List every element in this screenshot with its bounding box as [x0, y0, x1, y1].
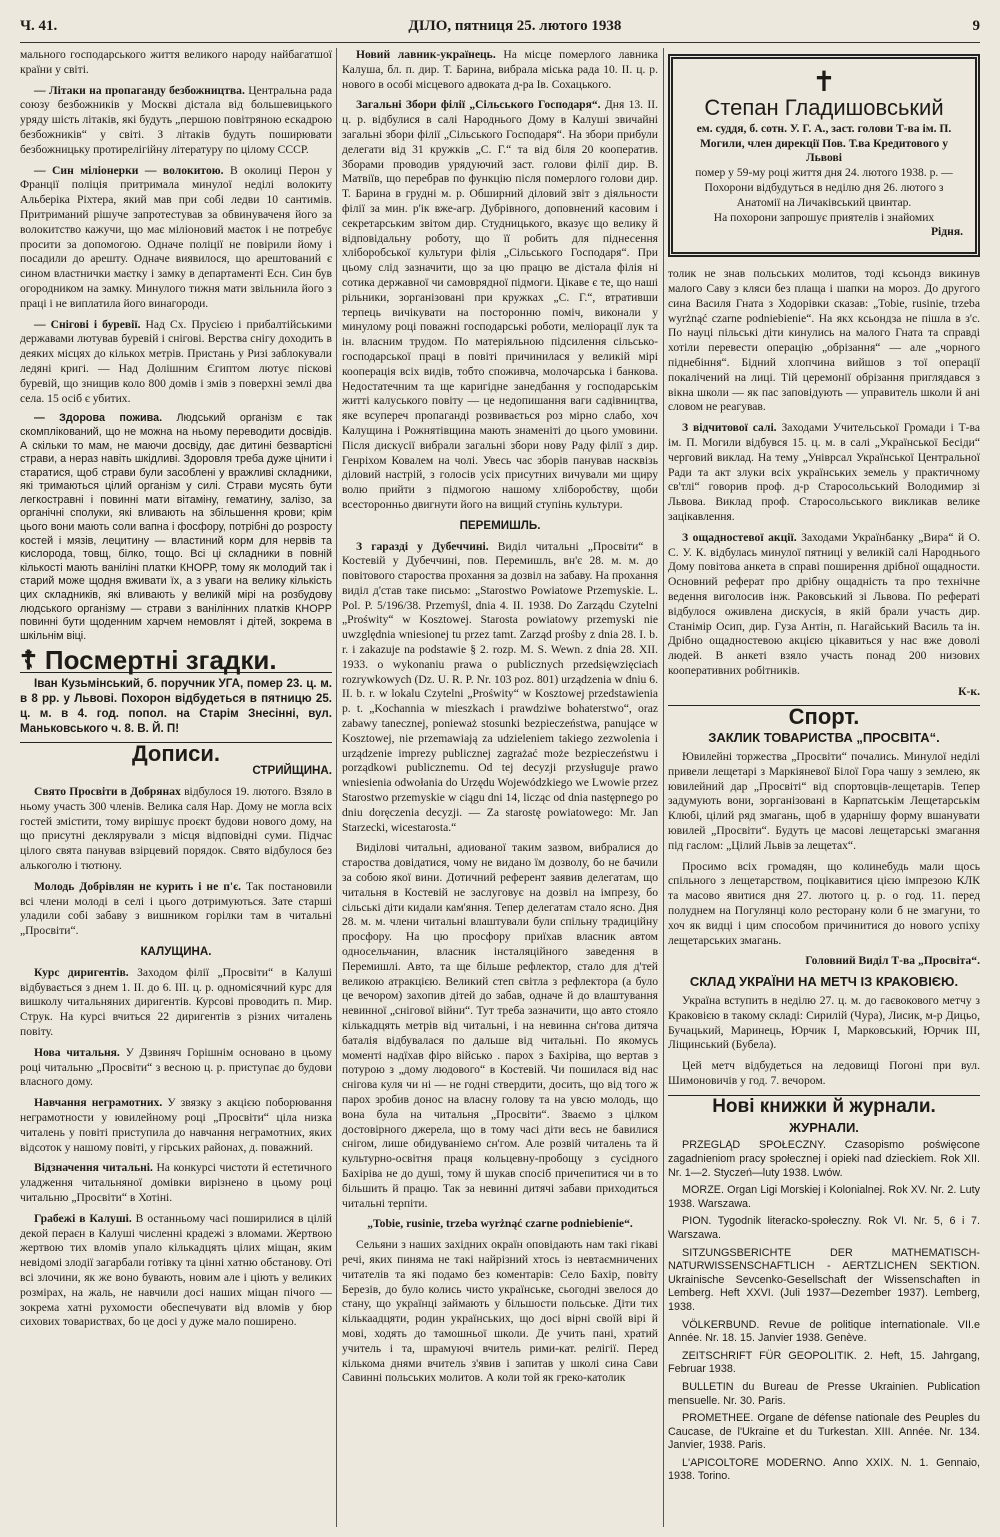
obituary-signature: Рідня. [930, 225, 963, 239]
article-text: Людський організм є так скомплікований, що не можна на ньому переводити досвідів. А скільки то мам, не маючи досвіду, дає дитині безвартісні страви, а нераз навіть шкідливі. Здоровля треба дуже цінити і старатися, щоб страви були засоблені у вражливі складники, які тримаються цілий організм у силі. Страви мусять бути легкостравні і повинні мати вітаміну, гематину, залізо, за органічні сполуки, які вливають на збільшення крови; крім цього вони мають соли вапна і фосфору, потрібні до розросту костей і мязів, лецитину — властиний корм для нервів та кислорода, товщ, білко, тощо. Всі ці складники в повній кількості мають ваніліні платки КНОРР, тому як молодий так і старий може щодня вживати їх, а з уваги на велику кількість цих складників, які вливають у великій мірі на розбудову людського організму — страви з ванілінних платків КНОРР повинні бути щоденним харчем немовлят і дітей, зокрема в шкільнім віці. [20, 412, 332, 642]
obituary-invite: На похорони запрошує приятелів і знайомих [713, 210, 935, 224]
column-3 [668, 48, 980, 1527]
section-title-sport: Спорт. [668, 705, 980, 725]
list-item: ZEITSCHRIFT FÜR GEOPOLITIK. 2. Heft, 15. Jahrgang, Februar 1938. [668, 1349, 980, 1376]
article-course [20, 966, 332, 1040]
article-food [20, 412, 332, 643]
article-heading: З ощадностевої акції. [682, 530, 797, 544]
region-heading: ПЕРЕМИШЛЬ. [459, 518, 541, 532]
article-heading: Новий лавник-українець. [356, 48, 496, 61]
article-text: У звязку з акцією поборювання неграмотности у ювилейному році „Просвіти“ ціла низка читалень у повіті приступила до навчання неграмотних, яких відсоток у нашому повіті, у гірських районах, д. поважний. [20, 1096, 332, 1154]
article-heading: — Здорова пожива. [34, 412, 163, 425]
column-rule [663, 48, 664, 1527]
article-heading: Нова читальня. [34, 1045, 120, 1059]
article-text: Дня 13. II. ц. р. відбулися в салі Народнього Дому в Калуші звичайні загальні збори філії „Сільського Господаря“. На збори прибули делегати від 31 кружків „С. Г.“ та від біля 20 кооператив. Зборами проводив урядуючий заст. голови філії дир. В. Матвіїв, що перебрав по функцію після померлого голови дир. Т. Барина в грудні м. р. Обширний діловий звіт з діяльности філії за мин. р'ік вже-агр. Дубрівного, доповнений касовим і секретарським звітом дир. Студницького, вказує що велику й відповідальну роботу, що її робить для піднесення хліборобської культури філія „Сільського Господаря“. При цьому слід зазначити, що за цю працю ве дістала філія ні сотика державної чи самоврядної підмоги. Цікаве є те, що наші рільники, зорганізовані при кружках „С. Г.“, втративши терпець вичікувати на посторонню поміч, виконали у минулому році поважні господарські роботи, меліорації лук та ін. власним трудом. По матеріяльною підсилення сільсько-господарської праці в повіті причинилася у великій мірі кооперація всіх видів, тобто споживча, молочарська і банкова. Недостатечним та ще каригідне занедбання у господарськім житті калуського повіту — це недопишання ваги садівництва, яке всупереч пропаганді розвивається роз мірно слабо, хоч Калущина і Рожнятівщина мають знаменіті до цього умовини. Після дискусії вибрали загальні збори нову Раду філії з дир. Генріхом Ковалем на чолі. Увесь час зборів панував насквізь діловий настрій, з голосів усіх присутних вичували ми щиру волю прийти з підмогою нашому хліборобству, щоби всесторонньо двигнути його на вищий ступінь культури. [342, 98, 658, 511]
obituary-titles: ем. суддя, б. сотн. У. Г. А., заст. голови Т-ва ім. П. Могили, член дирекції Пов. Т.ва Кредитового у Львові [696, 121, 952, 165]
article-heading: Відзначення читальні. [34, 1161, 153, 1175]
list-item: PRZEGLĄD SPOŁECZNY. Czasopismo poświęcone zagadnieniom pracy społecznej i opieki nad dzieckiem. Rok XII. Nr. 1—2. Styczeń—luty 1938. Lwów. [668, 1139, 980, 1179]
article-heading: Свято Просвіти в Добрянах [34, 785, 181, 798]
orthodox-cross-icon: ☦ [20, 645, 37, 676]
article-heading: З відчитової салі. [682, 421, 777, 435]
article-text: В околиці Перон у Франції поліція притримала минулої неділі волокиту Альберіка Ріхтера, який мав при собі ледви 10 сантимів. Притриманий рішуче запротестував за обвинуваченя його за волокитство кажучи, що має міліоновий маєток і не потребує просити за допомогою. Одначе поліції не повірили йому і посадили до арешту. Одначе виявилося, що арештований є сином властнички маєтку і замку в департаменті Есн. Син був огородником на замку. Минулого тижня мати звільнила його з праці і не виплатила його винагороди. [20, 163, 332, 310]
column-1 [20, 48, 332, 1527]
article-text: Заходом філії „Просвіти“ в Калуші відбувається з днем 1. II. до 6. III. ц. р. одномісячний курс для вишколу читальняних диригентів. Курсові проводить п. Мир. Струк. На курсі вчиться 22 диригентів з різних читалень повіту. [20, 965, 332, 1038]
paper-title-date: ДІЛО, пятниця 25. лютого 1938 [408, 17, 622, 34]
section-title: Посмертні згадки. [44, 645, 277, 676]
article-lawyer [342, 48, 658, 92]
article-text: У Дзвиняч Горішнім основано в цьому році читальню „Просвіти“ з весною ц. р. приступає до будови власного дому. [20, 1045, 332, 1089]
page-number: 9 [972, 17, 980, 34]
article-snow [20, 318, 332, 407]
article-heading: — Снігові і буревії. [34, 317, 141, 331]
article-heading: СКЛАД УКРАЇНИ НА МЕТЧ ІЗ КРАКОВІЄЮ. [689, 974, 959, 990]
article-heading [342, 1217, 658, 1232]
article-text: На конкурсі чистоти й естетичного уладження читальняної домівки вирізнено в цьому році читальню „Просвіти“ в Хотіні. [20, 1161, 332, 1204]
subsection-heading: ЖУРНАЛИ. [789, 1119, 859, 1135]
article-text: Цей метч відбудеться на ледовищі Погоні при вул. Шимоновичів у год. 7. вечором. [668, 1059, 980, 1088]
list-item: PION. Tygodnik literacko-społeczny. Rok VI. Nr. 5, 6 i 7. Warszawa. [668, 1215, 980, 1241]
obituary-died: помер у 59-му році життя дня 24. лютого 1938. р. — Похорони відбудуться в неділю дня 26. лютого з Анатомії на Личаківський цвинтар. [695, 166, 953, 209]
article-text: На місце померлого лавника Калуша, бл. п. дир. Т. Барина, вибрала міська рада 10. II. ц. р. нового в особі місцевого адвоката д-ра Ів. Сохацького. [342, 48, 658, 91]
region-heading: СТРИЙЩИНА. [252, 764, 332, 778]
article-text: Заходами Українбанку „Вира“ й О. С. У. К. відбулась минулої пятниці у великій салі Народнього Дому повітова анкета в справі поширення дрібної ощадности. Основний реферат про дрібну ощадність та про технічне ведення виголосив інж. Раковський зі Львова. По рефераті відбулося оживлена дискусія, в якій брали участь дир. Станімір Осип, дир. Гуза Антін, п. Нагайський Василь та ін. Дрібно ощадностевою акцією цікавиться у нас вже доволі людей. В анкеті взяло участь понад 200 низових кооперативних робітників. [668, 530, 980, 677]
obituary-name: Степан Гладишовський [704, 95, 944, 120]
obituary-text: Іван Кузьмінський, б. поручник УГА, помер 23. ц. м. в 8 рр. у Львові. Похорон відбудеться в пятницю 25. ц. м. в 4. год. попол. на Старім Знесінні, вул. Маньковського ч. 8. В. Й. П! [20, 677, 332, 735]
list-item: SITZUNGSBERICHTE DER MATHEMATISCH-NATURWISSENSCHAFTLICH - AERTZLICHEN SEKTION. Ukrainische Sevcenko-Gesellschaft der Wissenschaften in Lemberg. Heft XXVI. (Juli 1937—Dezember 1937). Lemberg, 1938. [668, 1246, 980, 1313]
article-lecture [668, 421, 980, 525]
article-planes [20, 84, 332, 158]
article-heading: — Літаки на пропаганду безбожництва. [34, 83, 245, 97]
article-text: мального господарського життя великого народу найбагатшої країни у світі. [20, 48, 332, 76]
list-item: BULLETIN du Bureau de Presse Ukrainien. Publication mensuelle. Nr. 30. Paris. [668, 1380, 980, 1407]
article-heading: ЗАКЛИК ТОВАРИСТВА „ПРОСВІТА“. [708, 730, 940, 746]
article-savings [668, 531, 980, 679]
article-rob [20, 1212, 332, 1330]
article-meeting [342, 98, 658, 512]
article-text: Україна вступить в неділю 27. ц. м. до гаєвокового метчу з Краковією в такому складі: Сирилій (Чура), Лисик, м-р Дицьо, Бучацький, Маринець, Юрчик І, Марковський, Юрчик ІІІ, Ліщинський (Бубела). [668, 994, 980, 1052]
article-heading: Грабежі в Калуші. [34, 1211, 132, 1225]
article-text: Просимо всіх громадян, що колинебудь мали щось спільного з лещетарством, поцікавитися цією імпрезою КЛК та масово явитися дня 27. лютого ц. р. о год. 11. перед полуднем на Погулянці коло ресторану коли б не змагуни, то хоч як видці і цим способом причинитися до нового успіху лещетарських змагань. [668, 859, 980, 947]
obituaries-header [20, 645, 332, 676]
article-heading-text: „Tobie, rusinie, trzeba wyrżnąć czarne podniebienie“. [367, 1217, 633, 1231]
article-dubetsko [342, 540, 658, 836]
masthead [20, 10, 980, 43]
article-text: Сельяни з наших західних окраїн оповідають нам такі гікаві речі, яких пиняма не такі найрізний хтось із невтаємничених читателів та які подамо без коментарів: Село Бахір, повіту Березів, до було колись чисто українське, сьогодні звелося до стану, що українці займають у більшости польське. Діти тих кількаадцяти, родин українських, що досі вірні своїй вірі й мові, ходять до тамошньої школи. Де учить пані, хратий учитель і та, шрамуючі вчитель рими-кат. релігії. Перед кількома днями вчитель з'явив і запитав у школі сина Сави Савинні польських молитов. А коли той як греко-католик [342, 1238, 658, 1385]
article-heading: Молодь Добрівлян не курить і не п'є. [34, 879, 241, 893]
cross-icon: ✝ [812, 67, 836, 98]
article-heading: — Син міліонерки — волокитою. [34, 163, 224, 177]
signature: К-к. [958, 684, 980, 698]
column-rule [336, 48, 337, 1527]
journals-list [668, 1139, 980, 1484]
article-heading: Навчання неграмотних. [34, 1096, 163, 1110]
list-item: VÖLKERBUND. Revue de politique internationale. VII.e Année. Nr. 18. 15. Janvier 1938. Genève. [668, 1318, 980, 1345]
article-fest [20, 785, 332, 874]
article-illit [20, 1096, 332, 1155]
article-text: Ювилейні торжества „Просвіти“ почались. Минулої неділі привели лещетарі з Маркіяневої Білої Гора чашу з землею, як ювилейний дар „Просвіті“ від спортовців-лещетарів. Тепер задумують вони, зорганізовані в Карпатськім Лещетарськім Клюбі, цілий ряд змагань, щоб в ударнішу форму вшанувати ювилей „Просвіти“. Будуть це масові лещетарські змагання під гаслом: „Цілий Львів за лещетах“. [668, 750, 980, 852]
article-text: Заходами Учительської Громади і Т-ва ім. П. Могили відбувся 15. ц. м. в салі „Української Бесіди“ черговий виклад. На тему „Уніврсал Української Центральної Ради та акт злуки всіх українських земель у практичному св'тлі“ говорив проф. д-р Старосольський Володимир зі Львова. Виклад проф. Старосольського викликав велике зацікавлення. [668, 421, 980, 523]
article-text: Над Сх. Прусією і прибалтійськими державами лютував буревій і снігові. Верства снігу доходить в деяких місцях до кількох метрів. Пристань у Ризі заблокували ледяні кригі. — Над Долішним Єгиптом лютує піскові буревій, що знищив коло 800 домів і змів з поверхні землі два села. 15 осіб є убитих. [20, 317, 332, 405]
list-item: L'APICOLTORE MODERNO. Anno XXIX. N. 1. Gennaio, 1938. Torino. [668, 1456, 980, 1483]
article-heading: Загальні Збори філії „Сільського Господаря“. [356, 98, 601, 112]
article-dist [20, 1161, 332, 1205]
article-son [20, 164, 332, 312]
list-item: PROMETHEE. Organe de défense nationale des Peuples du Caucase, de l'Ukraine et du Turkestan. XIII. Année. Nr. 134. Janvier, 1938. Paris. [668, 1412, 980, 1452]
list-item: MORZE. Organ Ligi Morskiej i Kolonialnej. Rok XV. Nr. 2. Luty 1938. Warszawa. [668, 1184, 980, 1210]
article-text: толик не знав польських молитов, тоді ксьондз викинув малого Саву з кляси без плаща і шапки на мороз. До другого сина Василя Гната з Ходорівки сказав: „Tobie, rusinie, trzeba wyrżnąć czarne podniebienie“. На якх ксьондза не пішла в з'с. По науці пільські діти кинулись на малого Гната та справді хотіли перевести операцію „обрізання“ — але „чорного піднебіння“. Бідний хлопчина вийшов з тої операції покалічений на лиці. Тій церемонії обрізання приглядався з вікна школи — як пас заповідують — управитель школи й ані словом не реагував. [668, 267, 980, 414]
section-title-dopysy: Дописи. [20, 742, 332, 762]
article-text: В останньому часі поширилися в цілій декой пераєн в Калуші численні крадежі з вломами. Жертвою жертвою тих вломів упало кількадцять цілих міщан, яким невідомі злодії загарбали готівку та цінні хатню обстанову. Оті всі злочини, як же воно бувають, новим але і ціють у великих розмірах, на жаль, не навчили досі наших міщан пічого — зокрема хатні рухомости обеспечувати від вломів у бюр сихових товариствах, бо це досі у дуже мало поширено. [20, 1211, 332, 1329]
signature: Головний Виділ Т-ва „Просвіта“. [805, 954, 980, 968]
article-text: Виділові читальні, адиованої таким зазвом, вибралися до староства довідатися, чому не видано їм дозволу, бо не бачили за собою якої вини. Дотичний референт заявив делегатам, що читальня в Костевій не заслуговує на дозвіл на імпрезу, бо сільські діти кидали кам'яння. Тепер делегатам стало ясно. Дня 28. м. м. члени читальні влаштували були спільну традиційну просфору. На цю просфору приїхав власник автом односельчанин, власник інсталяційного заведення в Перемишлі. Авто, та ще більше рефлектор, стало для д'тей великою атракцією. Великий степ світла з рефлектора (а було це вечором) захопив дітей до забав, одначе й до влаштування невинної „снігової війни“. Тут треба зазначити, що авто стояло кількадцять метрів від читальні, і на невинна сн'гова дитяча баталія відбувалася по дальше від читальні. По якомусь моменті надїхав фіро військо . парох з Бахіріва, що вертав з потурою з „дому людового“ в Костевій. Чи пошилася від нас снігова куля чи ні — не годні ствердити, досить, що від того ж парох зробив донос на власну голову та на увсю молодь, що вона була на читальня „Просвіти“. Зваємо з цілком достовірного джерела, що в тому часі діти весь не бавилися снігом, лише обидуваніемо сн'гом. Але розвій читалень та й культурно-освітня праця кольцевну-пробощу з сусідного Бахіріва не до душі, тому й шукав спосіб причепитися чи в то більшить й працю. Так за невинні дитячі забави приходиться читальні терпіти. [342, 841, 658, 1210]
article-new [20, 1046, 332, 1090]
article-text: Так постановили всі члени молоді в селі і цього дотримуються. Зате старші уладили собі забаву з вишником горілки там в читальні „Просвіти“. [20, 879, 332, 938]
issue-number: Ч. 41. [20, 17, 58, 34]
article-youth [20, 880, 332, 939]
section-title-books: Нові книжки й журнали. [668, 1095, 980, 1115]
article-heading: З гаразді у Дубеччині. [356, 539, 489, 553]
article-text: відбулося 19. лютого. Взяло в ньому участь 300 членів. Велика саля Нар. Дому не могла всіх гостей змістити, тому вирішує проєкт будови нового дому, на що присутні деклярували з місця відповідні суми. Підчас цілого свята панував взірцевий порядок. Свято відбулося без алькоголю і тютюну. [20, 785, 332, 872]
article-text: Центральна рада союзу безбожників у Москві дістала від большевицького уряду шість літаків, які будуть „першою повітряною ескадрою безбожників“ у світі. З літаків будуть поширювати безбожницьку протирелігійну літературу по цілому СССР. [20, 83, 332, 156]
column-2 [342, 48, 658, 1527]
article-text: Виділ читальні „Просвіти“ в Костевій у Дубеччині, пов. Перемишль, вн'є 28. м. м. до повітового староства прохання за дозвіл на забаву. На прохання виділ д'став таке письмо: „Starostwo Powiatowe Przemyskie. L. Pol. P. 5/196/38. Przemyśl, dnia 4. II. 1938. Do Zarządu Czytelni „Proświty“ w Kosztowej. Starosta powiatowy przemyski nie uwzględnia wniesionej tu przez tamt. Zarząd prośby z dnia 28. I. b. r. i zakazuje na podstawie § 2. rozp. M. S. Wewn. z dnia 28. XII. 1933. o wykonaniu prawa o publicznych przedsięwzięciach rozrywkowych (Dz. U. R. P. Nr. 103 poz. 801) urządzenia w dniu 6. II. b. r. w lokalu Czytelni „Proświty“ w Kosztowej przedstawienia p. t. „Kochannia w mieszkach i prawdziwe bohaterstwo“, oraz zabawy tanecznej, ponieważ stosunki bezpieczeństwa, panujące w Kosztowej, nie przemawiają za udzieleniem takiego zezwolenia i urządzenie imprezy publicznej zagrażać może bezpieczeństwu i porządkowi publicznemu. Od tej decyzji przysługuje prawo wniesienia odwołania do Urzędu Wojewódzkiego we Lwowie przez Starostwo przemyskie w ciągu dni 14, licząc od dnia następnego po dniu doręczenia decyzji. — Za starostę powiatowego: Mr. Jan Starzecki, wicestarosta.“ [342, 539, 658, 834]
region-heading: КАЛУЩИНА. [140, 944, 212, 958]
article-heading: Курс диригентів. [34, 965, 129, 979]
obituary-box [668, 54, 980, 257]
